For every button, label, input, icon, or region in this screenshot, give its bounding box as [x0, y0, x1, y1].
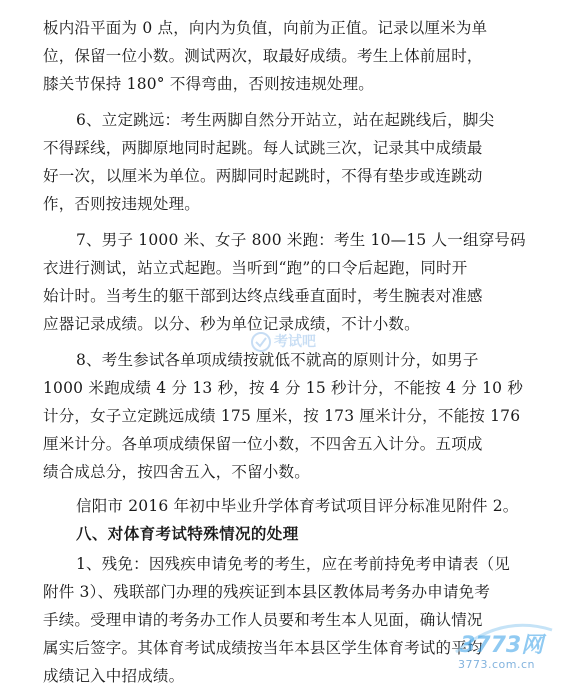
paragraph-item-6-start: 6、立定跳远：考生两脚自然分开站立，站在起跳线后，脚尖 — [76, 111, 495, 129]
text-line: 不得踩线，两脚原地同时起跳。每人试跳三次，记录其中成绩最 — [43, 139, 483, 157]
text-line: 始计时。当考生的躯干部到达终点线垂直面时，考生腕表对准感 — [43, 287, 483, 305]
text-line: 绩合成总分，按四舍五入，不留小数。 — [43, 463, 310, 481]
watermark-center-text: 考试吧 — [274, 334, 316, 350]
text-line: 属实后签字。其体育考试成绩按当年本县区学生体育考试的平均 — [43, 639, 483, 657]
section-heading: 八、对体育考试特殊情况的处理 — [76, 525, 299, 543]
text-line: 板内沿平面为 0 点，向内为负值，向前为正值。记录以厘米为单 — [43, 19, 488, 37]
text-line: 成绩记入中招成绩。 — [43, 667, 185, 685]
text-line: 膝关节保持 180° 不得弯曲，否则按违规处理。 — [43, 75, 374, 93]
text-line: 位，保留一位小数。测试两次，取最好成绩。考生上体前屈时， — [43, 47, 483, 65]
text-line: 1000 米跑成绩 4 分 13 秒，按 4 分 15 秒计分，不能按 4 分 10 秒 — [43, 379, 524, 397]
text-line: 厘米计分。各单项成绩保留一位小数，不四舍五入计分。五项成 — [43, 435, 483, 453]
text-line: 应器记录成绩。以分、秒为单位记录成绩，不计小数。 — [43, 315, 420, 333]
watermark-corner-url: 3773.com.cn — [458, 658, 535, 671]
text-line: 好一次，以厘米为单位。两脚同时起跳时，不得有垫步或连跳动 — [43, 167, 483, 185]
paragraph-disability-start: 1、残免：因残疾申请免考的考生，应在考前持免考申请表（见 — [76, 555, 510, 573]
watermark-corner-logo: 3773网 — [460, 633, 544, 658]
text-line: 手续。受理申请的考务办工作人员要和考生本人见面，确认情况 — [43, 611, 483, 629]
text-line: 衣进行测试，站立式起跑。当听到“跑”的口令后起跑，同时开 — [43, 259, 468, 277]
paragraph-item-8-start: 8、考生参试各单项成绩按就低不就高的原则计分，如男子 — [76, 351, 479, 369]
paragraph-item-7-start: 7、男子 1000 米、女子 800 米跑：考生 10—15 人一组穿号码 — [76, 231, 526, 249]
text-line: 作，否则按违规处理。 — [43, 195, 201, 213]
text-line: 计分，女子立定跳远成绩 175 厘米，按 173 厘米计分，不能按 176 — [43, 407, 521, 425]
appendix-reference: 信阳市 2016 年初中毕业升学体育考试项目评分标准见附件 2。 — [76, 497, 519, 515]
text-line: 附件 3）、残联部门办理的残疾证到本县区教体局考务办申请免考 — [43, 583, 491, 601]
